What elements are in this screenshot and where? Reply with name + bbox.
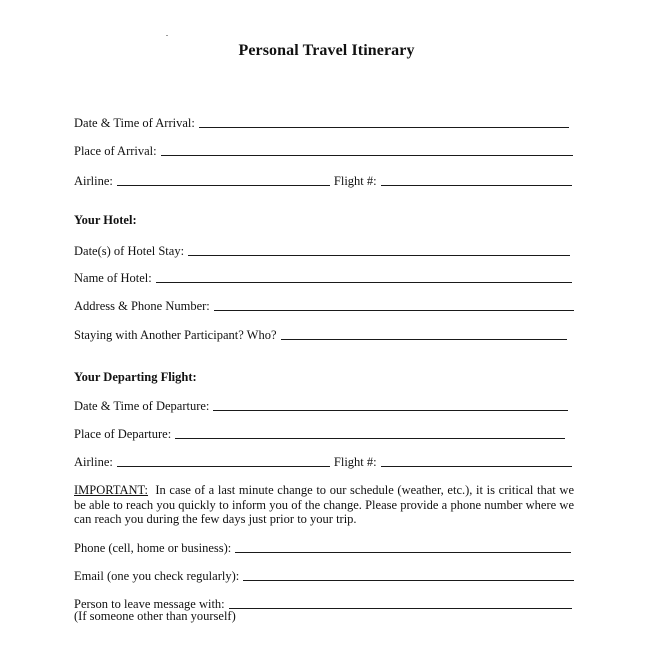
form-title: Personal Travel Itinerary <box>238 42 415 59</box>
contact-email-label: Email (one you check regularly): <box>74 569 240 583</box>
hotel-staying-label: Staying with Another Participant? Who? <box>74 328 277 342</box>
contact-email-field[interactable] <box>243 569 574 581</box>
hotel-address-row <box>74 298 574 314</box>
important-notice <box>74 483 574 527</box>
departure-place-label: Place of Departure: <box>74 427 172 441</box>
hotel-dates-field[interactable] <box>188 244 570 256</box>
hotel-dates-row <box>74 243 570 259</box>
arrival-airline-row <box>74 173 572 189</box>
arrival-flight-field[interactable] <box>381 174 572 186</box>
contact-person-note: (If someone other than yourself) <box>74 609 236 623</box>
hotel-name-field[interactable] <box>156 271 572 283</box>
departure-place-field[interactable] <box>175 427 565 439</box>
arrival-date-time-label: Date & Time of Arrival: <box>74 116 195 130</box>
departure-flight-label: Flight #: <box>333 455 377 469</box>
hotel-address-label: Address & Phone Number: <box>74 299 210 313</box>
contact-phone-field[interactable] <box>235 541 571 553</box>
arrival-place-label: Place of Arrival: <box>74 144 157 158</box>
arrival-airline-label: Airline: <box>74 174 113 188</box>
departure-flight-field[interactable] <box>381 455 572 467</box>
hotel-name-label: Name of Hotel: <box>74 271 152 285</box>
contact-phone-row <box>74 540 571 556</box>
hotel-staying-field[interactable] <box>281 328 567 340</box>
hotel-dates-label: Date(s) of Hotel Stay: <box>74 244 185 258</box>
hotel-staying-row <box>74 327 567 343</box>
departure-date-time-field[interactable] <box>213 399 568 411</box>
contact-person-label: Person to leave message with: <box>74 597 225 611</box>
arrival-place-row <box>74 143 573 159</box>
departure-airline-field[interactable] <box>117 455 330 467</box>
departure-airline-label: Airline: <box>74 455 113 469</box>
arrival-place-field[interactable] <box>161 144 573 156</box>
important-notice-text: In case of a last minute change to our schedule (weather, etc.), it is critical that we be able to reach you quickly to inform you of the change. Please provide a phone number where we can reach you during the few days just prior to your trip. <box>74 483 574 526</box>
departure-date-time-row <box>74 398 568 414</box>
arrival-date-time-row <box>74 115 569 131</box>
important-notice-lead: IMPORTANT: <box>74 483 149 497</box>
arrival-date-time-field[interactable] <box>199 116 569 128</box>
arrival-flight-label: Flight #: <box>333 174 377 188</box>
departure-airline-row <box>74 454 572 470</box>
hotel-heading: Your Hotel: <box>74 213 137 227</box>
hotel-address-field[interactable] <box>214 299 574 311</box>
departure-date-time-label: Date & Time of Departure: <box>74 399 210 413</box>
scan-mark <box>166 35 168 36</box>
contact-email-row <box>74 568 574 584</box>
contact-phone-label: Phone (cell, home or business): <box>74 541 232 555</box>
departing-heading: Your Departing Flight: <box>74 370 197 384</box>
contact-person-field[interactable] <box>229 597 572 609</box>
departure-place-row <box>74 426 565 442</box>
hotel-name-row <box>74 270 572 286</box>
arrival-airline-field[interactable] <box>117 174 330 186</box>
